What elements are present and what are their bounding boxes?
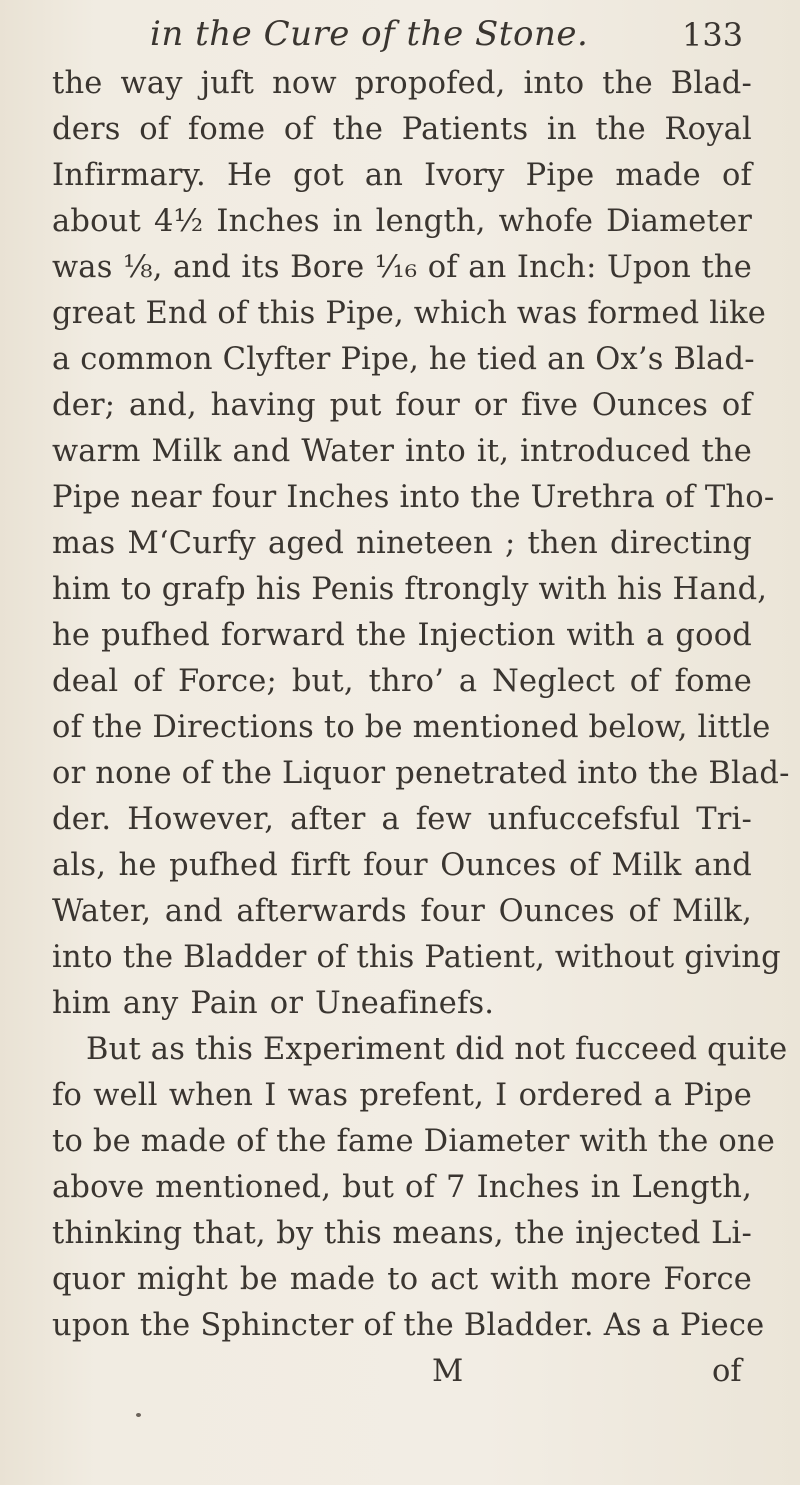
- text-line: above mentioned, but of 7 Inches in Length,: [52, 1170, 752, 1205]
- catchword: of: [712, 1354, 742, 1389]
- text-line: thinking that, by this means, the injected Li-: [52, 1216, 752, 1251]
- text-line: him to grafp his Penis ftrongly with his Hand,: [52, 572, 768, 607]
- text-line: about 4½ Inches in length, whofe Diameter: [52, 204, 752, 239]
- text-line: a common Clyfter Pipe, he tied an Ox’s Blad-: [52, 342, 755, 377]
- text-line: to be made of the fame Diameter with the one: [52, 1124, 775, 1159]
- signature-mark: M: [432, 1354, 464, 1389]
- text-line: der; and, having put four or five Ounces of: [52, 388, 752, 423]
- text-line: or none of the Liquor penetrated into the Blad-: [52, 756, 790, 791]
- ink-speck: [136, 1413, 141, 1417]
- text-line: upon the Sphincter of the Bladder. As a Piece: [52, 1308, 765, 1343]
- page-header: [0, 14, 800, 54]
- text-line: Infirmary. He got an Ivory Pipe made of: [52, 158, 752, 193]
- text-line: ders of fome of the Patients in the Royal: [52, 112, 752, 147]
- text-line: quor might be made to act with more Force: [52, 1262, 752, 1297]
- running-title: in the Cure of the Stone.: [150, 14, 589, 54]
- body-text: [52, 61, 790, 1395]
- text-line: of the Directions to be mentioned below, little: [52, 710, 771, 745]
- text-line: great End of this Pipe, which was formed like: [52, 296, 767, 331]
- text-line: he pufhed forward the Injection with a good: [52, 618, 752, 653]
- text-line: als, he pufhed firft four Ounces of Milk and: [52, 848, 752, 883]
- page-number: 133: [682, 16, 744, 54]
- text-line: But as this Experiment did not fucceed quite: [86, 1032, 788, 1067]
- text-line: fo well when I was prefent, I ordered a Pipe: [52, 1078, 752, 1113]
- text-line: was ⅛, and its Bore ¹⁄₁₆ of an Inch: Upon the: [52, 250, 752, 285]
- text-line: deal of Force; but, thro’ a Neglect of fome: [52, 664, 752, 699]
- text-line: him any Pain or Uneafinefs.: [52, 986, 495, 1021]
- text-line: mas M‘Curfy aged nineteen ; then directing: [52, 526, 752, 561]
- text-line: Water, and afterwards four Ounces of Milk,: [52, 894, 752, 929]
- text-line: warm Milk and Water into it, introduced the: [52, 434, 752, 469]
- page-footer: [52, 1349, 752, 1395]
- text-line: into the Bladder of this Patient, without giving: [52, 940, 781, 975]
- text-line: der. However, after a few unfuccefsful Tri-: [52, 802, 752, 837]
- text-line: the way juft now propofed, into the Blad-: [52, 66, 752, 101]
- text-line: Pipe near four Inches into the Urethra of Tho-: [52, 480, 775, 515]
